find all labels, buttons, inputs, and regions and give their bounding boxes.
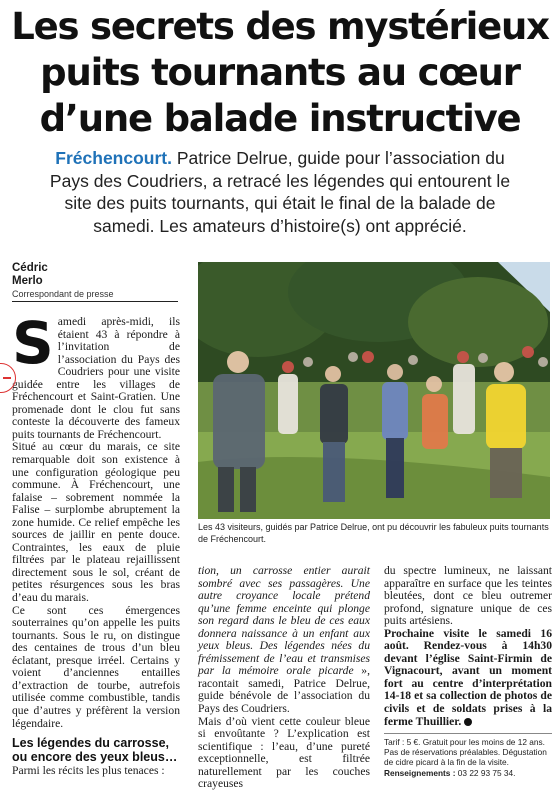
author-role: Correspondant de presse bbox=[12, 289, 114, 299]
quote-italic: tion, un carrosse entier aurait sombré avec ses passagères. Une autre croyance locale prétend qu’une femme enceinte qui plonge son regard dans le bleu de ces eaux donnera naissance à un enfant aux yeux bleus. Des légendes nées du frémissement de l’eau et transmises par la mémoire orale picarde bbox=[198, 564, 370, 678]
body-paragraph-3: Ce sont ces émergences souterraines qu’on appelle les puits tournants. Sous le ru, on distingue des centaines de trous d’un bleu éclatant, presque irréel. Certains y voient d’anciennes entailles d’extraction de tourbe, autrefois utilisée comme combustible, tandis que d’autres y préfèrent la version légendaire. bbox=[12, 603, 180, 730]
body-column-1-continued bbox=[12, 765, 180, 778]
photo-caption: Les 43 visiteurs, guidés par Patrice Delrue, ont pu découvrir les fabuleux puits tournants de Fréchencourt. bbox=[198, 522, 549, 544]
body-paragraph-2: Situé au cœur du marais, ce site remarquable doit son existence à une configuration géologique peu commune. À Fréchencourt, une falaise – sobrement nommée la Falise – surplombe abruptement la zone humide. Ce relief empêche les sources de jaillir en pente douce. Contraintes, les eaux de pluie filtrées par le plateau rejaillissent directement sous le sol, créant de petites résurgences sous les bras d’eau du marais. bbox=[12, 440, 180, 605]
headline-line-3: d’une balade instructive bbox=[39, 97, 521, 140]
headline bbox=[0, 4, 560, 142]
body-column-2 bbox=[198, 565, 370, 791]
body-paragraph-6: du spectre lumineux, ne laissant apparaître en surface que les teintes bleutées, dont ce bleu outremer profond, signature unique de ces puits artésiens. bbox=[384, 564, 552, 628]
author-first-name: Cédric bbox=[12, 262, 48, 274]
info-phone: 03 22 93 75 34. bbox=[457, 767, 516, 778]
drop-cap: S bbox=[12, 309, 54, 377]
body-column-1 bbox=[12, 309, 180, 730]
next-visit-text: Prochaine visite le samedi 16 août. Rendez-vous à 14h30 devant l’église Saint-Firmin de Vignacourt, avant un moment fort au centre d’interprétation 14-18 et sa collection de photos de civils et de soldats prises à la ferme Thuillier. bbox=[384, 626, 552, 728]
body-paragraph-5: Mais d’où vient cette couleur bleue si envoûtante ? L’explication est scientifique : l’eau, d’une pureté exceptionnelle, est filtrée naturellement par les couches crayeuses bbox=[198, 714, 370, 791]
info-label: Renseignements : bbox=[384, 767, 456, 778]
quote-paragraph bbox=[198, 565, 370, 716]
quote-attribution: », racontait samedi, Patrice Delrue, guide bénévole de l’association du Pays des Coudriers. bbox=[198, 664, 371, 716]
group-photo-illustration bbox=[198, 262, 550, 519]
article-photo bbox=[198, 262, 550, 519]
lead-place: Fréchencourt. bbox=[55, 148, 172, 168]
info-divider bbox=[384, 733, 552, 734]
end-mark-icon bbox=[464, 718, 472, 726]
subheading: Les légendes du carrosse, ou encore des yeux bleus… bbox=[12, 736, 178, 764]
lead-text: Patrice Delrue, guide pour l’association du Pays des Coudriers, a retracé les légendes qui entourent le site des puits tournants, qui était le final de la balade de samedi. Les amateurs d’histoire(s) ont apprécié. bbox=[49, 148, 511, 236]
body-column-3 bbox=[384, 565, 552, 728]
author-last-name: Merlo bbox=[12, 275, 43, 287]
lead-paragraph bbox=[40, 147, 520, 237]
body-paragraph-1: amedi après-midi, ils étaient 43 à répondre à l’invitation de l’association du Pays des Coudriers pour une visite guidée entre les villages de Fréchencourt et Saint-Gratien. Une promenade dont le clou fut sans conteste la découverte des fameux puits tournants de Fréchencourt. bbox=[12, 315, 180, 441]
practical-info-box bbox=[384, 733, 552, 778]
info-text: Tarif : 5 €. Gratuit pour les moins de 12 ans. Pas de réservations préalables. Dégustation de cidre picard à la fin de la visite. bbox=[384, 737, 547, 768]
headline-line-1: Les secrets des mystérieux bbox=[11, 5, 549, 48]
body-paragraph-7 bbox=[384, 628, 552, 728]
author-name bbox=[12, 262, 48, 288]
headline-line-2: puits tournants au cœur bbox=[40, 51, 520, 94]
body-paragraph-4: Parmi les récits les plus tenaces : bbox=[12, 764, 165, 777]
byline-divider bbox=[12, 301, 178, 302]
